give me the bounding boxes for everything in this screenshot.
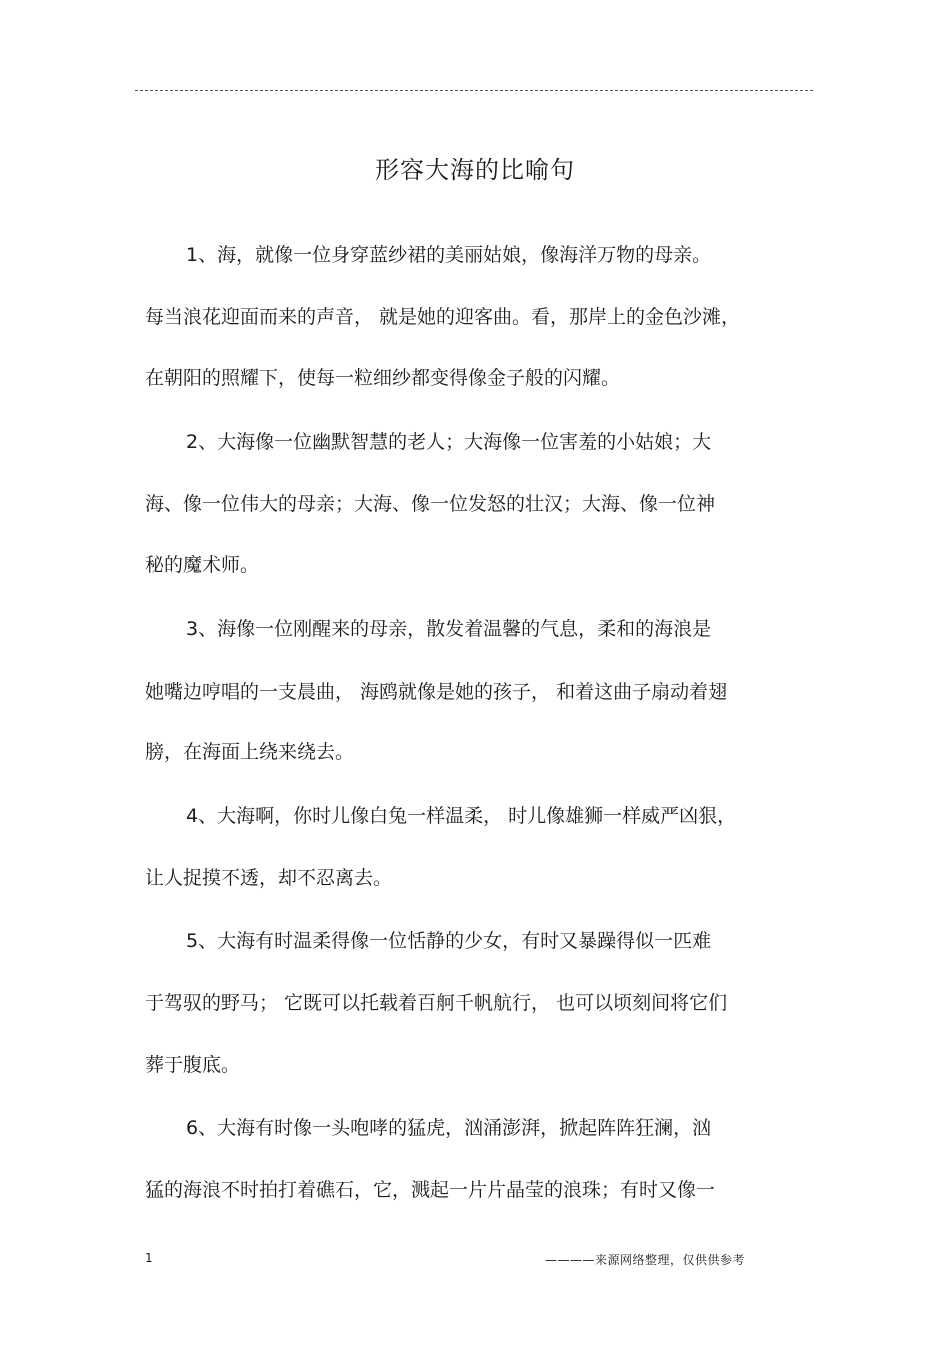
text-line: 膀，在海面上绕来绕去。 xyxy=(145,741,355,763)
page-number: 1 xyxy=(145,1251,153,1265)
text-line: 1、海，就像一位身穿蓝纱裙的美丽姑娘，像海洋万物的母亲。 xyxy=(186,244,712,266)
text-line: 3、海像一位刚醒来的母亲，散发着温馨的气息，柔和的海浪是 xyxy=(186,618,712,640)
text-line: 让人捉摸不透，却不忍离去。 xyxy=(145,867,393,889)
text-line: 她嘴边哼唱的一支晨曲， 海鸥就像是她的孩子， 和着这曲子扇动着翅 xyxy=(145,681,728,703)
header-divider xyxy=(135,90,813,91)
text-line: 6、大海有时像一头咆哮的猛虎，汹涌澎湃，掀起阵阵狂澜，汹 xyxy=(186,1117,712,1139)
text-line: 4、大海啊，你时儿像白兔一样温柔， 时儿像雄狮一样威严凶狠， xyxy=(186,805,737,827)
text-line: 秘的魔术师。 xyxy=(145,554,260,576)
page-title: 形容大海的比喻句 xyxy=(375,156,575,184)
text-line: 葬于腹底。 xyxy=(145,1054,241,1076)
text-line: 5、大海有时温柔得像一位恬静的少女，有时又暴躁得似一匹难 xyxy=(186,930,712,952)
text-line: 海、像一位伟大的母亲；大海、像一位发怒的壮汉；大海、像一位神 xyxy=(145,493,716,515)
text-line: 在朝阳的照耀下，使每一粒细纱都变得像金子般的闪耀。 xyxy=(145,367,621,389)
text-line: 猛的海浪不时拍打着礁石，它，溅起一片片晶莹的浪珠；有时又像一 xyxy=(145,1179,716,1201)
text-line: 每当浪花迎面而来的声音， 就是她的迎客曲。看，那岸上的金色沙滩， xyxy=(145,306,741,328)
footer-note: ————来源网络整理，仅供供参考 xyxy=(545,1253,746,1267)
text-line: 2、大海像一位幽默智慧的老人；大海像一位害羞的小姑娘；大 xyxy=(186,431,712,453)
text-line: 于驾驭的野马； 它既可以托载着百舸千帆航行， 也可以顷刻间将它们 xyxy=(145,992,728,1014)
